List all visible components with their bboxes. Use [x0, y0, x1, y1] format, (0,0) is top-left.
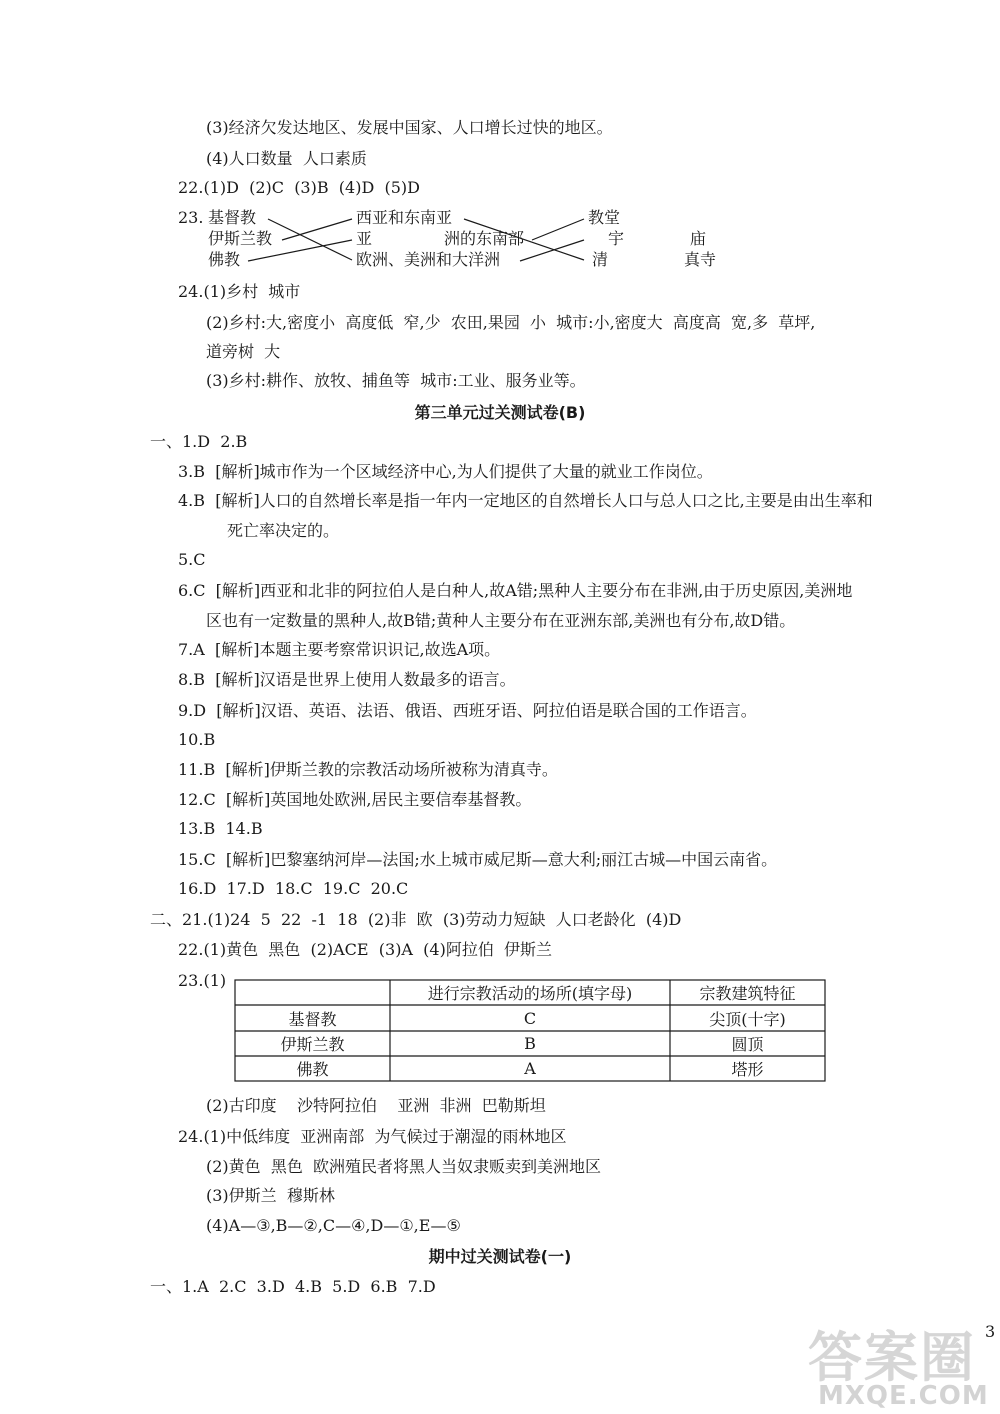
table-cell-place: A	[524, 1059, 536, 1078]
match-right-4: 清	[592, 250, 609, 269]
table-cell-religion: 基督教	[288, 1009, 337, 1029]
answer-b22: 22.(1)黄色 黑色 (2)ACE (3)A (4)阿拉伯 伊斯兰	[178, 940, 552, 959]
answer-b23: 23.(1)	[178, 971, 227, 990]
match-right-2: 宇	[608, 229, 625, 248]
watermark-logo: 答案圈	[808, 1326, 976, 1389]
table-cell-place: C	[523, 1008, 537, 1028]
answer-b10: 10.B	[178, 730, 216, 749]
match-middle-2: 亚	[356, 229, 373, 248]
match-right-5: 真寺	[684, 250, 717, 269]
answer-b16: 16.D 17.D 18.C 19.C 20.C	[178, 879, 409, 898]
answer-b21: 二、21.(1)24 5 22 -1 18 (2)非 欧 (3)劳动力短缺 人口老龄化 (4)D	[150, 910, 682, 929]
table-cell-feature: 尖顶(十字)	[709, 1009, 786, 1029]
match-middle-4: 欧洲、美洲和大洋洲	[356, 250, 501, 269]
line-3: 22.(1)D (2)C (3)B (4)D (5)D	[178, 178, 420, 197]
match-right-1: 教堂	[588, 208, 621, 227]
answer-b6a: 6.C [解析]西亚和北非的阿拉伯人是白种人,故A错;黑种人主要分布在非洲,由于历史原因,美洲地	[178, 581, 853, 600]
answer-b24c: (3)伊斯兰 穆斯林	[206, 1186, 335, 1205]
answer-b15: 15.C [解析]巴黎塞纳河岸—法国;水上城市威尼斯—意大利;丽江古城—中国云南省。	[178, 850, 778, 869]
match-middle-3: 洲的东南部	[444, 229, 525, 248]
section-title-unit3b: 第三单元过关测试卷(B)	[414, 403, 586, 422]
page-number: 3	[985, 1322, 996, 1341]
line-24c: 道旁树 大	[206, 342, 281, 361]
answer-b24b: (2)黄色 黑色 欧洲殖民者将黑人当奴隶贩卖到美洲地区	[206, 1157, 602, 1176]
match-left-1: 基督教	[208, 208, 257, 227]
table-cell-religion: 伊斯兰教	[280, 1035, 345, 1054]
answer-b9: 9.D [解析]汉语、英语、法语、俄语、西班牙语、阿拉伯语是联合国的工作语言。	[178, 701, 757, 720]
answer-b23b: (2)古印度 沙特阿拉伯 亚洲 非洲 巴勒斯坦	[206, 1096, 546, 1115]
table-cell-religion: 佛教	[296, 1060, 329, 1079]
answer-c1: 一、1.A 2.C 3.D 4.B 5.D 6.B 7.D	[150, 1277, 436, 1296]
answer-b5: 5.C	[178, 550, 206, 569]
answer-b24a: 24.(1)中低纬度 亚洲南部 为气候过于潮湿的雨林地区	[178, 1127, 567, 1146]
table-cell-place: B	[524, 1034, 536, 1053]
table-cell-feature: 塔形	[731, 1060, 764, 1079]
answer-b8: 8.B [解析]汉语是世界上使用人数最多的语言。	[178, 670, 516, 689]
match-left-2: 伊斯兰教	[208, 229, 273, 248]
answer-b12: 12.C [解析]英国地处欧洲,居民主要信奉基督教。	[178, 790, 532, 809]
answer-b11: 11.B [解析]伊斯兰教的宗教活动场所被称为清真寺。	[178, 760, 558, 779]
answer-b7: 7.A [解析]本题主要考察常识识记,故选A项。	[178, 640, 501, 659]
table-header-place: 进行宗教活动的场所(填字母)	[427, 984, 633, 1003]
answer-b1: 一、1.D 2.B	[150, 432, 248, 451]
table-header-feature: 宗教建筑特征	[699, 984, 796, 1003]
match-left-3: 佛教	[208, 250, 241, 269]
line-24a: 24.(1)乡村 城市	[178, 282, 301, 301]
line-24d: (3)乡村:耕作、放牧、捕鱼等 城市:工业、服务业等。	[206, 371, 586, 390]
section-title-midterm: 期中过关测试卷(一)	[428, 1247, 572, 1266]
answer-b13: 13.B 14.B	[178, 819, 263, 838]
answer-b4b: 死亡率决定的。	[227, 521, 340, 540]
line-1: (3)经济欠发达地区、发展中国家、人口增长过快的地区。	[206, 118, 613, 137]
question-number: 23.	[178, 208, 204, 227]
watermark-url: MXQE.COM	[818, 1381, 989, 1411]
answer-b4a: 4.B [解析]人口的自然增长率是指一年内一定地区的自然增长人口与总人口之比,主要是由出生率和	[178, 491, 873, 510]
table-cell-feature: 圆顶	[731, 1035, 764, 1054]
line-2: (4)人口数量 人口素质	[206, 149, 367, 168]
answer-b24d: (4)A—③,B—②,C—④,D—①,E—⑤	[206, 1216, 461, 1235]
answer-b6b: 区也有一定数量的黑种人,故B错;黄种人主要分布在亚洲东部,美洲也有分布,故D错。	[206, 611, 796, 630]
answer-b3: 3.B [解析]城市作为一个区域经济中心,为人们提供了大量的就业工作岗位。	[178, 462, 713, 481]
match-middle-1: 西亚和东南亚	[356, 208, 453, 227]
line-24b: (2)乡村:大,密度小 高度低 窄,少 农田,果园 小 城市:小,密度大 高度高 宽,多 草坪,	[206, 313, 816, 332]
match-right-3: 庙	[690, 229, 707, 248]
